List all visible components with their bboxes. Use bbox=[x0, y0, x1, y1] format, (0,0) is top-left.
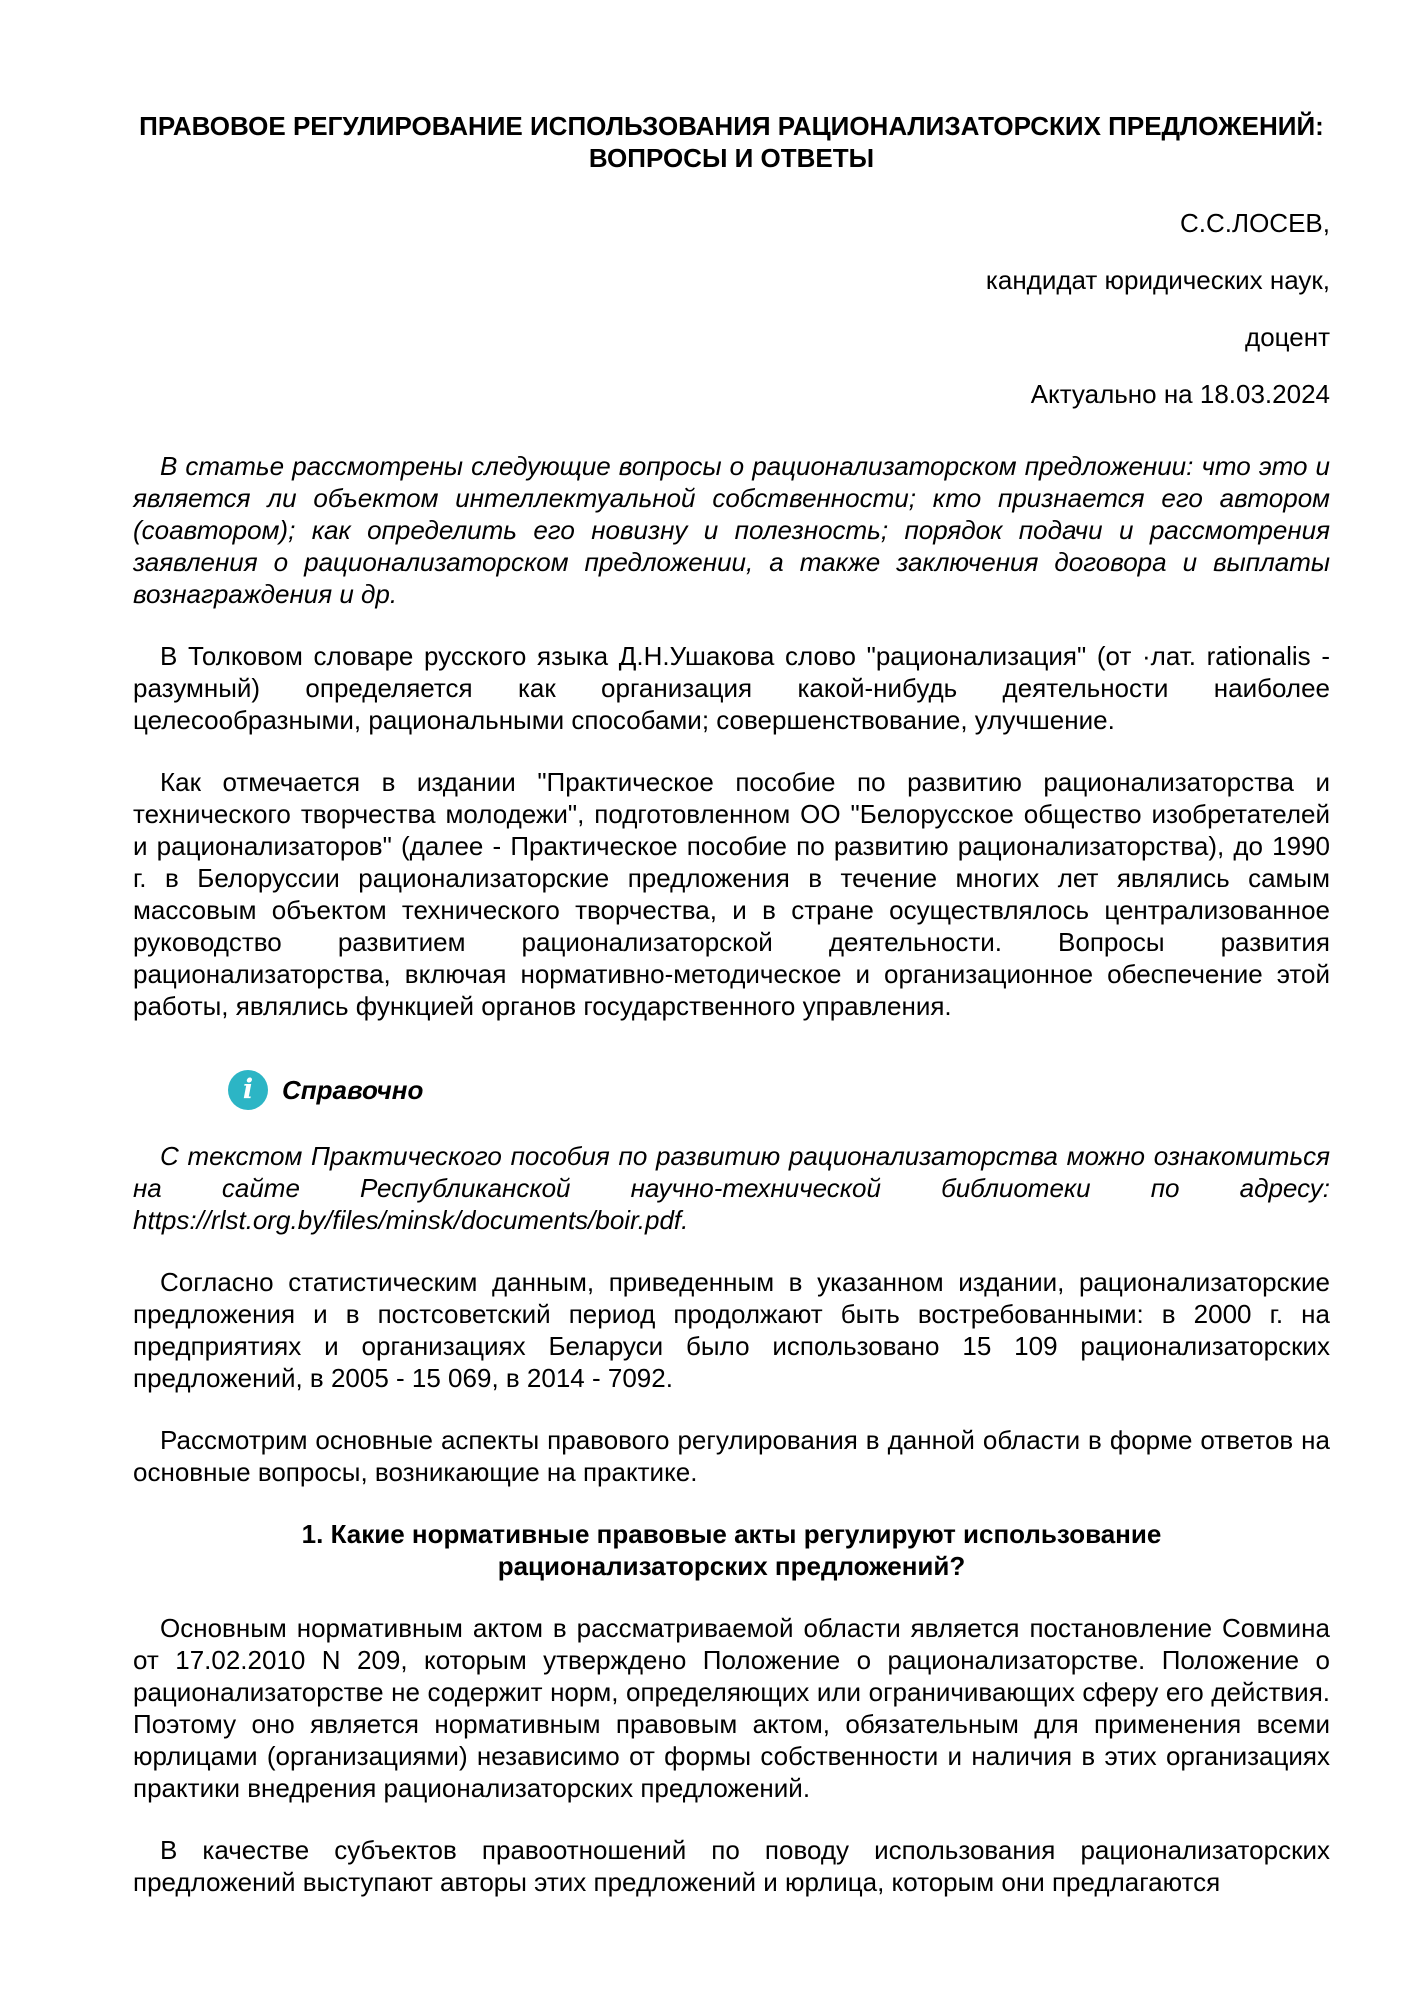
abstract-paragraph: В статье рассмотрены следующие вопросы о рационализаторском предложении: что это и является ли объектом интеллектуальной собственности; кто признается его автором (соавтором); как определить его новизну и полезность; порядок подачи и рассмотрения заявления о рационализаторском предложении, а также заключения договора и выплаты вознаграждения и др. bbox=[133, 451, 1330, 609]
document-title: ПРАВОВОЕ РЕГУЛИРОВАНИЕ ИСПОЛЬЗОВАНИЯ РАЦИОНАЛИЗАТОРСКИХ ПРЕДЛОЖЕНИЙ: ВОПРОСЫ И ОТВЕТЫ bbox=[139, 111, 1324, 173]
section-1-heading: 1. Какие нормативные правовые акты регулируют использование рационализаторских предложений? bbox=[301, 1519, 1162, 1581]
reference-note-paragraph: С текстом Практического пособия по развитию рационализаторства можно ознакомиться на сайте Республиканской научно-технической библиотеки по адресу: https://rlst.org.by/files/minsk/documents/boir.pdf. bbox=[133, 1141, 1330, 1235]
history-paragraph: Как отмечается в издании "Практическое пособие по развитию рационализаторства и технического творчества молодежи", подготовленном ОО "Белорусское общество изобретателей и рационализаторов" (далее - Практическое пособие по развитию рационализаторства), до 1990 г. в Белоруссии рационализаторские предложения в течение многих лет являлись самым массовым объектом технического творчества, и в стране осуществлялось централизованное руководство развитием рационализаторской деятельности. Вопросы развития рационализаторства, включая нормативно-методическое и организационное обеспечение этой работы, являлись функцией органов государственного управления. bbox=[133, 767, 1330, 1021]
reference-note-heading bbox=[133, 1070, 1330, 1110]
dictionary-definition-paragraph: В Толковом словаре русского языка Д.Н.Ушакова слово "рационализация" (от ·лат. rationalis - разумный) определяется как организация какой-нибудь деятельности наиболее целесообразными, рациональными способами; совершенствование, улучшение. bbox=[133, 641, 1330, 735]
document-content bbox=[133, 0, 1330, 1928]
transition-paragraph: Рассмотрим основные аспекты правового регулирования в данной области в форме ответов на основные вопросы, возникающие на практике. bbox=[133, 1425, 1330, 1487]
author-degree: кандидат юридических наук, bbox=[985, 265, 1330, 295]
reference-note-label: Справочно bbox=[282, 1075, 424, 1105]
info-icon: i bbox=[228, 1070, 268, 1110]
author-name: С.С.ЛОСЕВ, bbox=[1180, 208, 1330, 238]
section-1-paragraph-1: Основным нормативным актом в рассматриваемой области является постановление Совмина от 17.02.2010 N 209, которым утверждено Положение о рационализаторстве. Положение о рационализаторстве не содержит норм, определяющих или ограничивающих сферу его действия. Поэтому оно является нормативным правовым актом, обязательным для применения всеми юрлицами (организациями) независимо от формы собственности и наличия в этих организациях практики внедрения рационализаторских предложений. bbox=[133, 1613, 1330, 1803]
relevance-date: Актуально на 18.03.2024 bbox=[1030, 379, 1330, 409]
statistics-paragraph: Согласно статистическим данным, приведенным в указанном издании, рационализаторские предложения и в постсоветский период продолжают быть востребованными: в 2000 г. на предприятиях и организациях Беларуси было использовано 15 109 рационализаторских предложений, в 2005 - 15 069, в 2014 - 7092. bbox=[133, 1267, 1330, 1393]
section-1-paragraph-2: В качестве субъектов правоотношений по поводу использования рационализаторских предложений выступают авторы этих предложений и юрлица, которым они предлагаются bbox=[133, 1835, 1330, 1897]
author-position: доцент bbox=[1245, 322, 1330, 352]
